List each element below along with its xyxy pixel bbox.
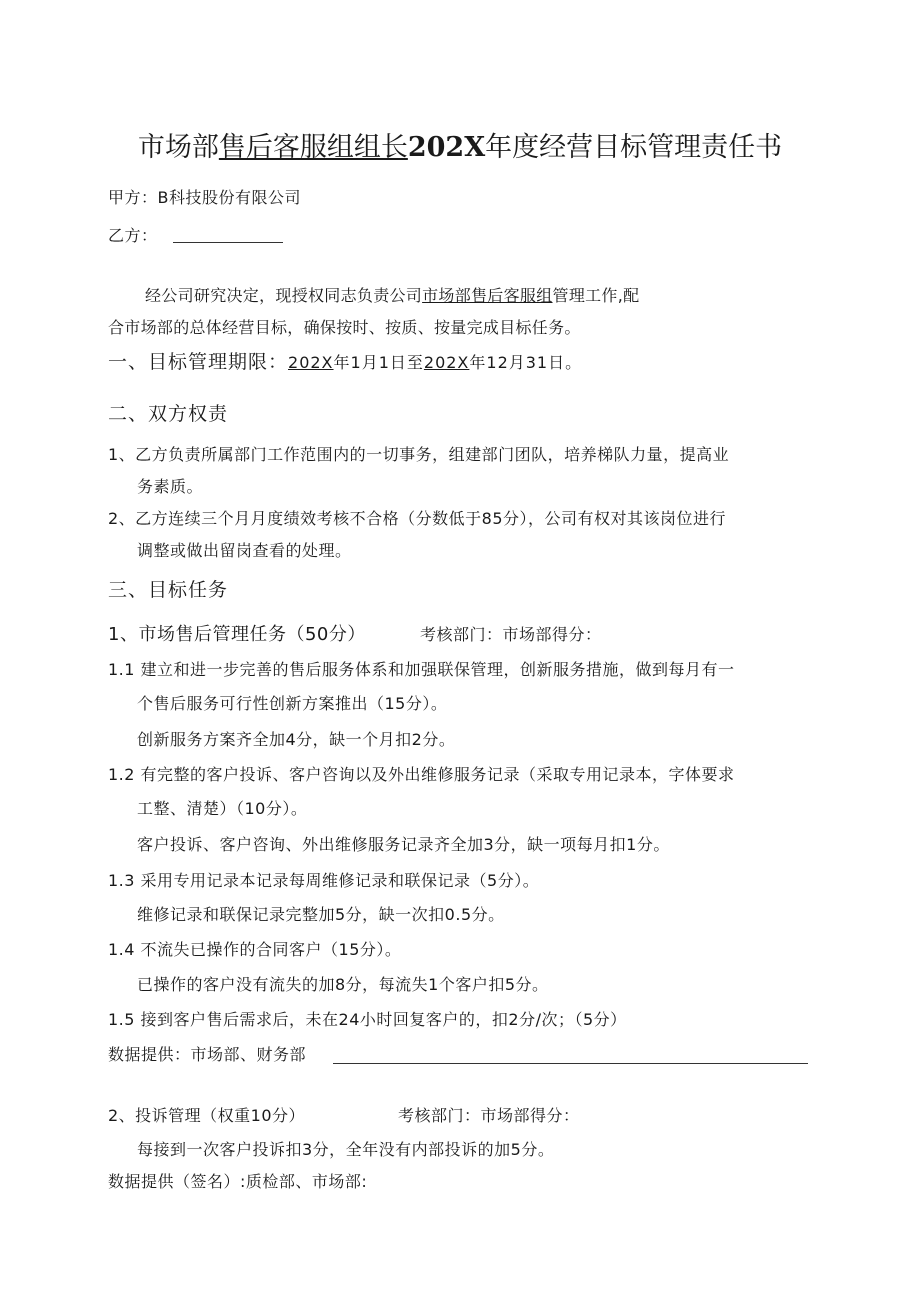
right-1-line-1: 1、乙方负责所属部门工作范围内的一切事务，组建部门团队，培养梯队力量，提高业	[108, 445, 730, 464]
task-2-data-provider: 数据提供（签名）:质检部、市场部:	[108, 1172, 368, 1191]
task-2-rule: 每接到一次客户投诉扣3分，全年没有内部投诉的加5分。	[137, 1140, 555, 1159]
right-1-line-2: 务素质。	[137, 477, 204, 496]
task-1-3-line-1: 1.3 采用专用记录本记录每周维修记录和联保记录（5分）。	[108, 871, 540, 890]
title-year: 202X	[407, 132, 486, 163]
task-1-5-line-1: 1.5 接到客户售后需求后，未在24小时回复客户的，扣2分/次；（5分）	[108, 1010, 627, 1029]
task-1-2-rule: 客户投诉、客户咨询、外出维修服务记录齐全加3分，缺一项每月扣1分。	[137, 835, 670, 854]
task-1-1-rule: 创新服务方案齐全加4分，缺一个月扣2分。	[137, 730, 456, 749]
task-1-2-line-2: 工整、清楚）（10分）。	[137, 799, 308, 818]
intro-unit: 市场部售后客服组	[422, 286, 553, 305]
document-title	[0, 130, 920, 166]
title-position: 售后客服组组长	[218, 132, 408, 163]
party-a: 甲方：B科技股份有限公司	[108, 188, 301, 207]
intro-line-1: 经公司研究决定，现授权同志负责公司市场部售后客服组管理工作,配	[145, 286, 640, 305]
task-1-4-rule: 已操作的客户没有流失的加8分，每流失1个客户扣5分。	[137, 975, 549, 994]
section-2-heading: 二、双方权责	[108, 403, 229, 425]
task-1-1-line-1: 1.1 建立和进一步完善的售后服务体系和加强联保管理，创新服务措施，做到每月有一	[108, 660, 735, 679]
task-1-data-blank	[333, 1063, 808, 1064]
section-1-heading: 一、目标管理期限：202X年1月1日至202X年12月31日。	[108, 351, 583, 373]
section-3-heading: 三、目标任务	[108, 579, 229, 601]
task-1-3-rule: 维修记录和联保记录完整加5分，缺一次扣0.5分。	[137, 905, 505, 924]
task-1-dept: 考核部门：市场部得分：	[420, 625, 602, 644]
task-1-1-line-2: 个售后服务可行性创新方案推出（15分）。	[137, 694, 448, 713]
task-2-dept: 考核部门：市场部得分：	[398, 1106, 580, 1125]
party-b-label: 乙方：	[108, 226, 158, 245]
task-1-heading: 1、市场售后管理任务（50分）	[108, 624, 366, 645]
title-rest: 年度经营目标管理责任书	[485, 132, 783, 163]
intro-line-2: 合市场部的总体经营目标，确保按时、按质、按量完成目标任务。	[108, 318, 581, 337]
right-2-line-1: 2、乙方连续三个月月度绩效考核不合格（分数低于85分），公司有权对其该岗位进行	[108, 509, 727, 528]
task-1-4-line-1: 1.4 不流失已操作的合同客户（15分）。	[108, 940, 402, 959]
task-1-2-line-1: 1.2 有完整的客户投诉、客户咨询以及外出维修服务记录（采取专用记录本，字体要求	[108, 765, 735, 784]
task-1-data-provider: 数据提供：市场部、财务部	[108, 1045, 307, 1064]
title-department: 市场部	[137, 132, 219, 163]
task-2-heading: 2、投诉管理（权重10分）	[108, 1106, 306, 1125]
party-b-blank	[173, 242, 283, 243]
right-2-line-2: 调整或做出留岗查看的处理。	[137, 541, 352, 560]
